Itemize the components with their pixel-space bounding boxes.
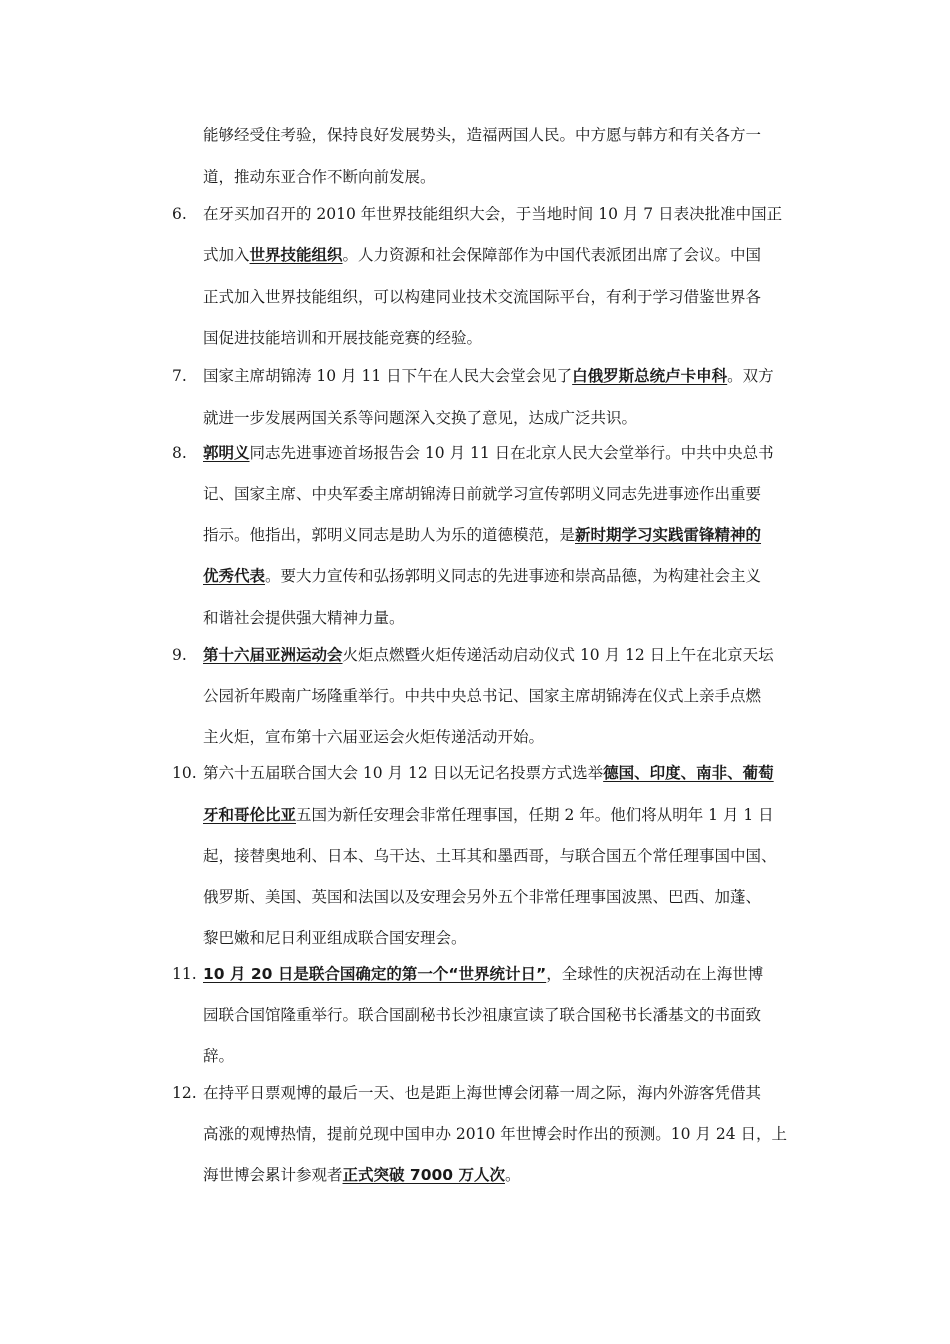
item-text-line	[203, 763, 774, 783]
text-segment: 就进一步发展两国关系等问题深入交换了意见，达成广泛共识。	[203, 409, 638, 427]
text-segment: 海世博会累计参观者	[203, 1166, 343, 1184]
text-segment: 。要大力宣传和弘扬郭明义同志的先进事迹和崇高品德，为构建社会主义	[265, 567, 762, 585]
text-segment: 火炬点燃暨火炬传递活动启动仪式 10 月 12 日上午在北京天坛	[342, 646, 774, 664]
item-number: 8.	[172, 444, 187, 462]
item-text-line	[203, 1083, 761, 1103]
text-segment: 。	[504, 1166, 521, 1184]
item-text-line	[203, 928, 467, 948]
item-text-line	[203, 443, 774, 463]
text-segment: 。人力资源和社会保障部作为中国代表派团出席了会议。中国	[342, 246, 762, 264]
text-segment: 国家主席胡锦涛 10 月 11 日下午在人民大会堂会见了	[203, 367, 573, 385]
item-text-line	[203, 1124, 787, 1144]
item-number: 9.	[172, 646, 187, 664]
item-number: 6.	[172, 205, 187, 223]
highlighted-keyword: 世界技能组织	[249, 246, 343, 264]
item-text-line	[203, 287, 761, 307]
highlighted-keyword: 10 月 20 日是联合国确定的第一个“世界统计日”	[203, 965, 547, 983]
item-number: 11.	[172, 965, 197, 983]
text-segment: 在持平日票观博的最后一天、也是距上海世博会闭幕一周之际，海内外游客凭借其	[203, 1084, 762, 1102]
item-text-line	[203, 964, 763, 984]
item-text-line	[203, 1005, 761, 1025]
text-segment: 同志先进事迹首场报告会 10 月 11 日在北京人民大会堂举行。中共中央总书	[249, 444, 774, 462]
item-text-line	[203, 727, 544, 747]
highlighted-keyword: 新时期学习实践雷锋精神的	[575, 526, 762, 544]
text-segment: 辞。	[203, 1047, 235, 1065]
item-number: 12.	[172, 1084, 197, 1102]
highlighted-keyword: 白俄罗斯总统卢卡申科	[572, 367, 728, 385]
highlighted-keyword: 优秀代表	[203, 567, 266, 585]
item-text-line	[203, 1046, 234, 1066]
item-number: 7.	[172, 367, 187, 385]
item-text-line	[203, 887, 761, 907]
text-segment: 第六十五届联合国大会 10 月 12 日以无记名投票方式选举	[203, 764, 604, 782]
text-segment: 高涨的观博热情，提前兑现中国申办 2010 年世博会时作出的预测。10 月 24 日，上	[203, 1125, 788, 1143]
item-text-line	[203, 805, 774, 825]
item-text-line	[203, 608, 405, 628]
item-text-line	[203, 686, 761, 706]
item-text-line	[203, 204, 782, 224]
text-segment: 。双方	[727, 367, 774, 385]
item-text-line	[203, 245, 761, 265]
item-text-line	[203, 328, 482, 348]
item-text-line	[203, 1165, 520, 1185]
item-text-line	[203, 525, 761, 545]
highlighted-keyword: 郭明义	[203, 444, 250, 462]
text-segment: 主火炬，宣布第十六届亚运会火炬传递活动开始。	[203, 728, 545, 746]
text-segment: 黎巴嫩和尼日利亚组成联合国安理会。	[203, 929, 467, 947]
highlighted-keyword: 第十六届亚洲运动会	[203, 646, 343, 664]
text-segment: 国促进技能培训和开展技能竞赛的经验。	[203, 329, 483, 347]
item-text-line	[203, 408, 637, 428]
item-text-line	[203, 846, 777, 866]
text-segment: 记、国家主席、中央军委主席胡锦涛日前就学习宣传郭明义同志先进事迹作出重要	[203, 485, 762, 503]
item-number: 10.	[172, 764, 197, 782]
text-segment: 在牙买加召开的 2010 年世界技能组织大会，于当地时间 10 月 7 日表决批准中国正	[203, 205, 783, 223]
text-segment: 式加入	[203, 246, 250, 264]
text-segment: 园联合国馆隆重举行。联合国副秘书长沙祖康宣读了联合国秘书长潘基文的书面致	[203, 1006, 762, 1024]
text-segment: 和谐社会提供强大精神力量。	[203, 609, 405, 627]
highlighted-keyword: 牙和哥伦比亚	[203, 806, 297, 824]
text-segment: 公园祈年殿南广场隆重举行。中共中央总书记、国家主席胡锦涛在仪式上亲手点燃	[203, 687, 762, 705]
item-text-line	[203, 566, 761, 586]
highlighted-keyword: 德国、印度、南非、葡萄	[603, 764, 774, 782]
text-segment: 五国为新任安理会非常任理事国，任期 2 年。他们将从明年 1 月 1 日	[296, 806, 774, 824]
continuation-line-1: 能够经受住考验，保持良好发展势头，造福两国人民。中方愿与韩方和有关各方一	[203, 126, 762, 144]
text-segment: ，全球性的庆祝活动在上海世博	[546, 965, 764, 983]
text-segment: 俄罗斯、美国、英国和法国以及安理会另外五个非常任理事国波黑、巴西、加蓬、	[203, 888, 762, 906]
item-text-line	[203, 366, 774, 386]
text-segment: 起，接替奥地利、日本、乌干达、土耳其和墨西哥，与联合国五个常任理事国中国、	[203, 847, 777, 865]
item-text-line	[203, 645, 774, 665]
text-segment: 正式加入世界技能组织，可以构建同业技术交流国际平台，有利于学习借鉴世界各	[203, 288, 762, 306]
continuation-line-2: 道，推动东亚合作不断向前发展。	[203, 168, 436, 186]
highlighted-keyword: 正式突破 7000 万人次	[342, 1166, 505, 1184]
item-text-line	[203, 484, 761, 504]
text-segment: 指示。他指出，郭明义同志是助人为乐的道德模范，是	[203, 526, 576, 544]
